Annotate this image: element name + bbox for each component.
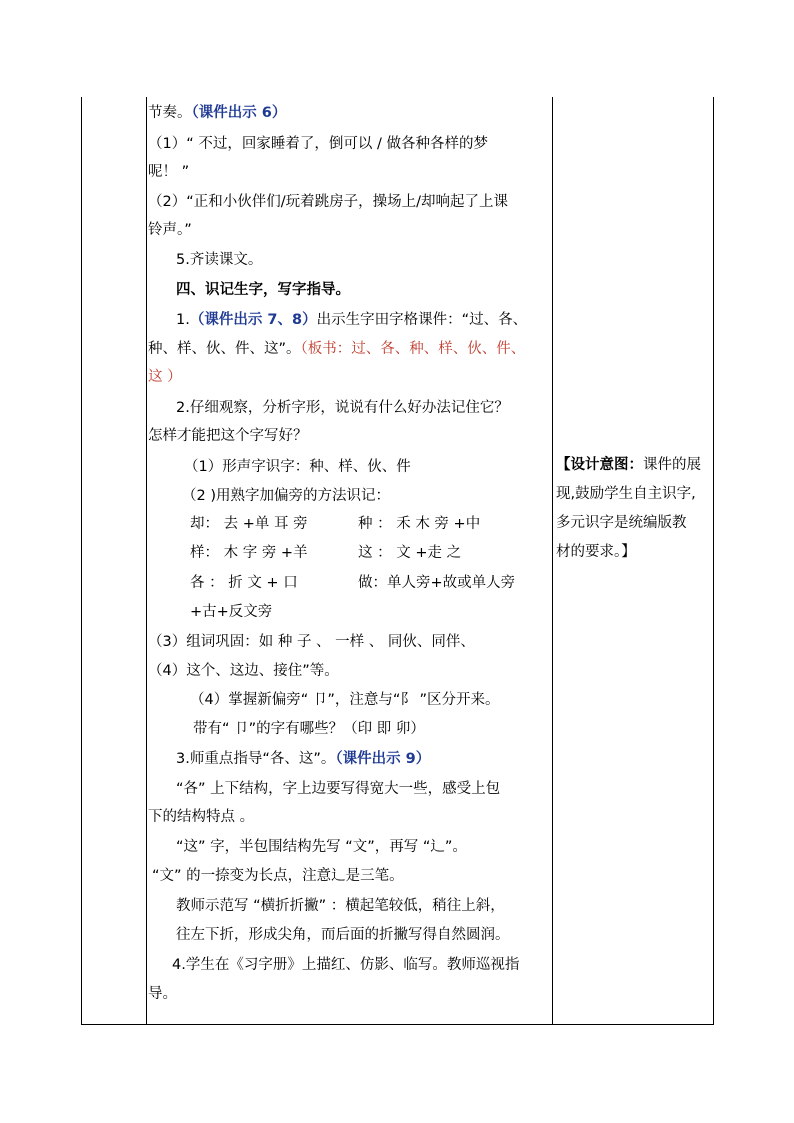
text-line: 5.齐读课文。 (176, 252, 263, 268)
text-line: “各” 上下结构，字上边要写得宽大一些，感受上包 (176, 781, 501, 797)
text-line: 下的结构特点 。 (148, 809, 255, 825)
text-line: 节奏。（课件出示 6） (148, 105, 287, 121)
table-divider-2 (552, 97, 553, 1025)
text-line: 却： 去 +单 耳 旁 (190, 516, 308, 532)
text-line: 带有“ 卩”的字有哪些？（印 即 卯） (193, 721, 425, 737)
text-line: 呢！ ” (148, 164, 190, 180)
text-line: （1）形声字识字：种、样、伙、件 (184, 459, 411, 475)
text-line: “这” 字，半包围结构先写 “文”，再写 “辶”。 (176, 839, 467, 855)
text-line: 往左下折，形成尖角，而后面的折撇写得自然圆润。 (176, 927, 510, 943)
text-line: 教师示范写 “横折折撇” ：横起笔较低，稍往上斜， (176, 898, 505, 914)
text-line: 铃声。” (148, 222, 192, 238)
table-divider-1 (146, 97, 147, 1025)
text-line: +古+反文旁 (190, 604, 273, 620)
text-line: 导。 (148, 986, 177, 1002)
courseware-tag: （课件出示 9） (335, 751, 431, 767)
note-title: 【设计意图： (556, 457, 643, 473)
courseware-tag: （课件出示 7、8） (189, 312, 317, 328)
table-border-left (81, 97, 82, 1025)
text-line: 种 ： 禾 木 旁 +中 (358, 516, 481, 532)
text-line: （2 )用熟字加偏旁的方法识记： (182, 488, 390, 504)
text-line: 各 ： 折 文 + 口 (190, 575, 298, 591)
table-border-bottom (81, 1024, 714, 1025)
text-line: （3）组词巩固：如 种 子 、 一样 、 同伙、同伴、 (148, 634, 475, 650)
text-line: （4）掌握新偏旁“ 卩”，注意与“阝 ”区分开来。 (190, 692, 500, 708)
section-heading: 四、识记生字，写字指导。 (176, 282, 350, 298)
text-line: （1）“ 不过，回家睡着了，倒可以 / 做各种各样的梦 (148, 136, 488, 152)
text-line: 种、样、伙、件、这”。（板书：过、各、种、样、伙、件、 (148, 341, 526, 357)
text-line: 这 ： 文 +走 之 (358, 545, 462, 561)
courseware-tag: （课件出示 6） (191, 105, 287, 121)
text-line: 2.仔细观察，分析字形，说说有什么好办法记住它？ (176, 400, 509, 416)
text-line: “文” 的一捺变为长点，注意辶是三笔。 (152, 868, 404, 884)
text-line: （4）这个、这边、接住”等。 (148, 663, 339, 679)
text-line: 做：单人旁+故或单人旁 (358, 575, 516, 591)
text-line: （2）“正和小伙伴们/玩着跳房子，操场上/却响起了上课 (148, 194, 509, 210)
design-intent-note: 【设计意图：课件的展 现,鼓励学生自主识字, 多元识字是统编版教 材的要求。】 (556, 457, 701, 560)
blackboard-note: 这 ） (148, 369, 182, 385)
text-line: 样： 木 字 旁 +羊 (190, 545, 308, 561)
text-line: 怎样才能把这个字写好？ (148, 428, 308, 444)
text-line: 3.师重点指导“各、这”。（课件出示 9） (176, 751, 431, 767)
blackboard-note: （板书：过、各、种、样、伙、件、 (300, 341, 526, 357)
text-line: 1.（课件出示 7、8）出示生字田字格课件：“过、各、 (176, 312, 528, 328)
text-line: 4.学生在《习字册》上描红、仿影、临写。教师巡视指 (172, 957, 520, 973)
